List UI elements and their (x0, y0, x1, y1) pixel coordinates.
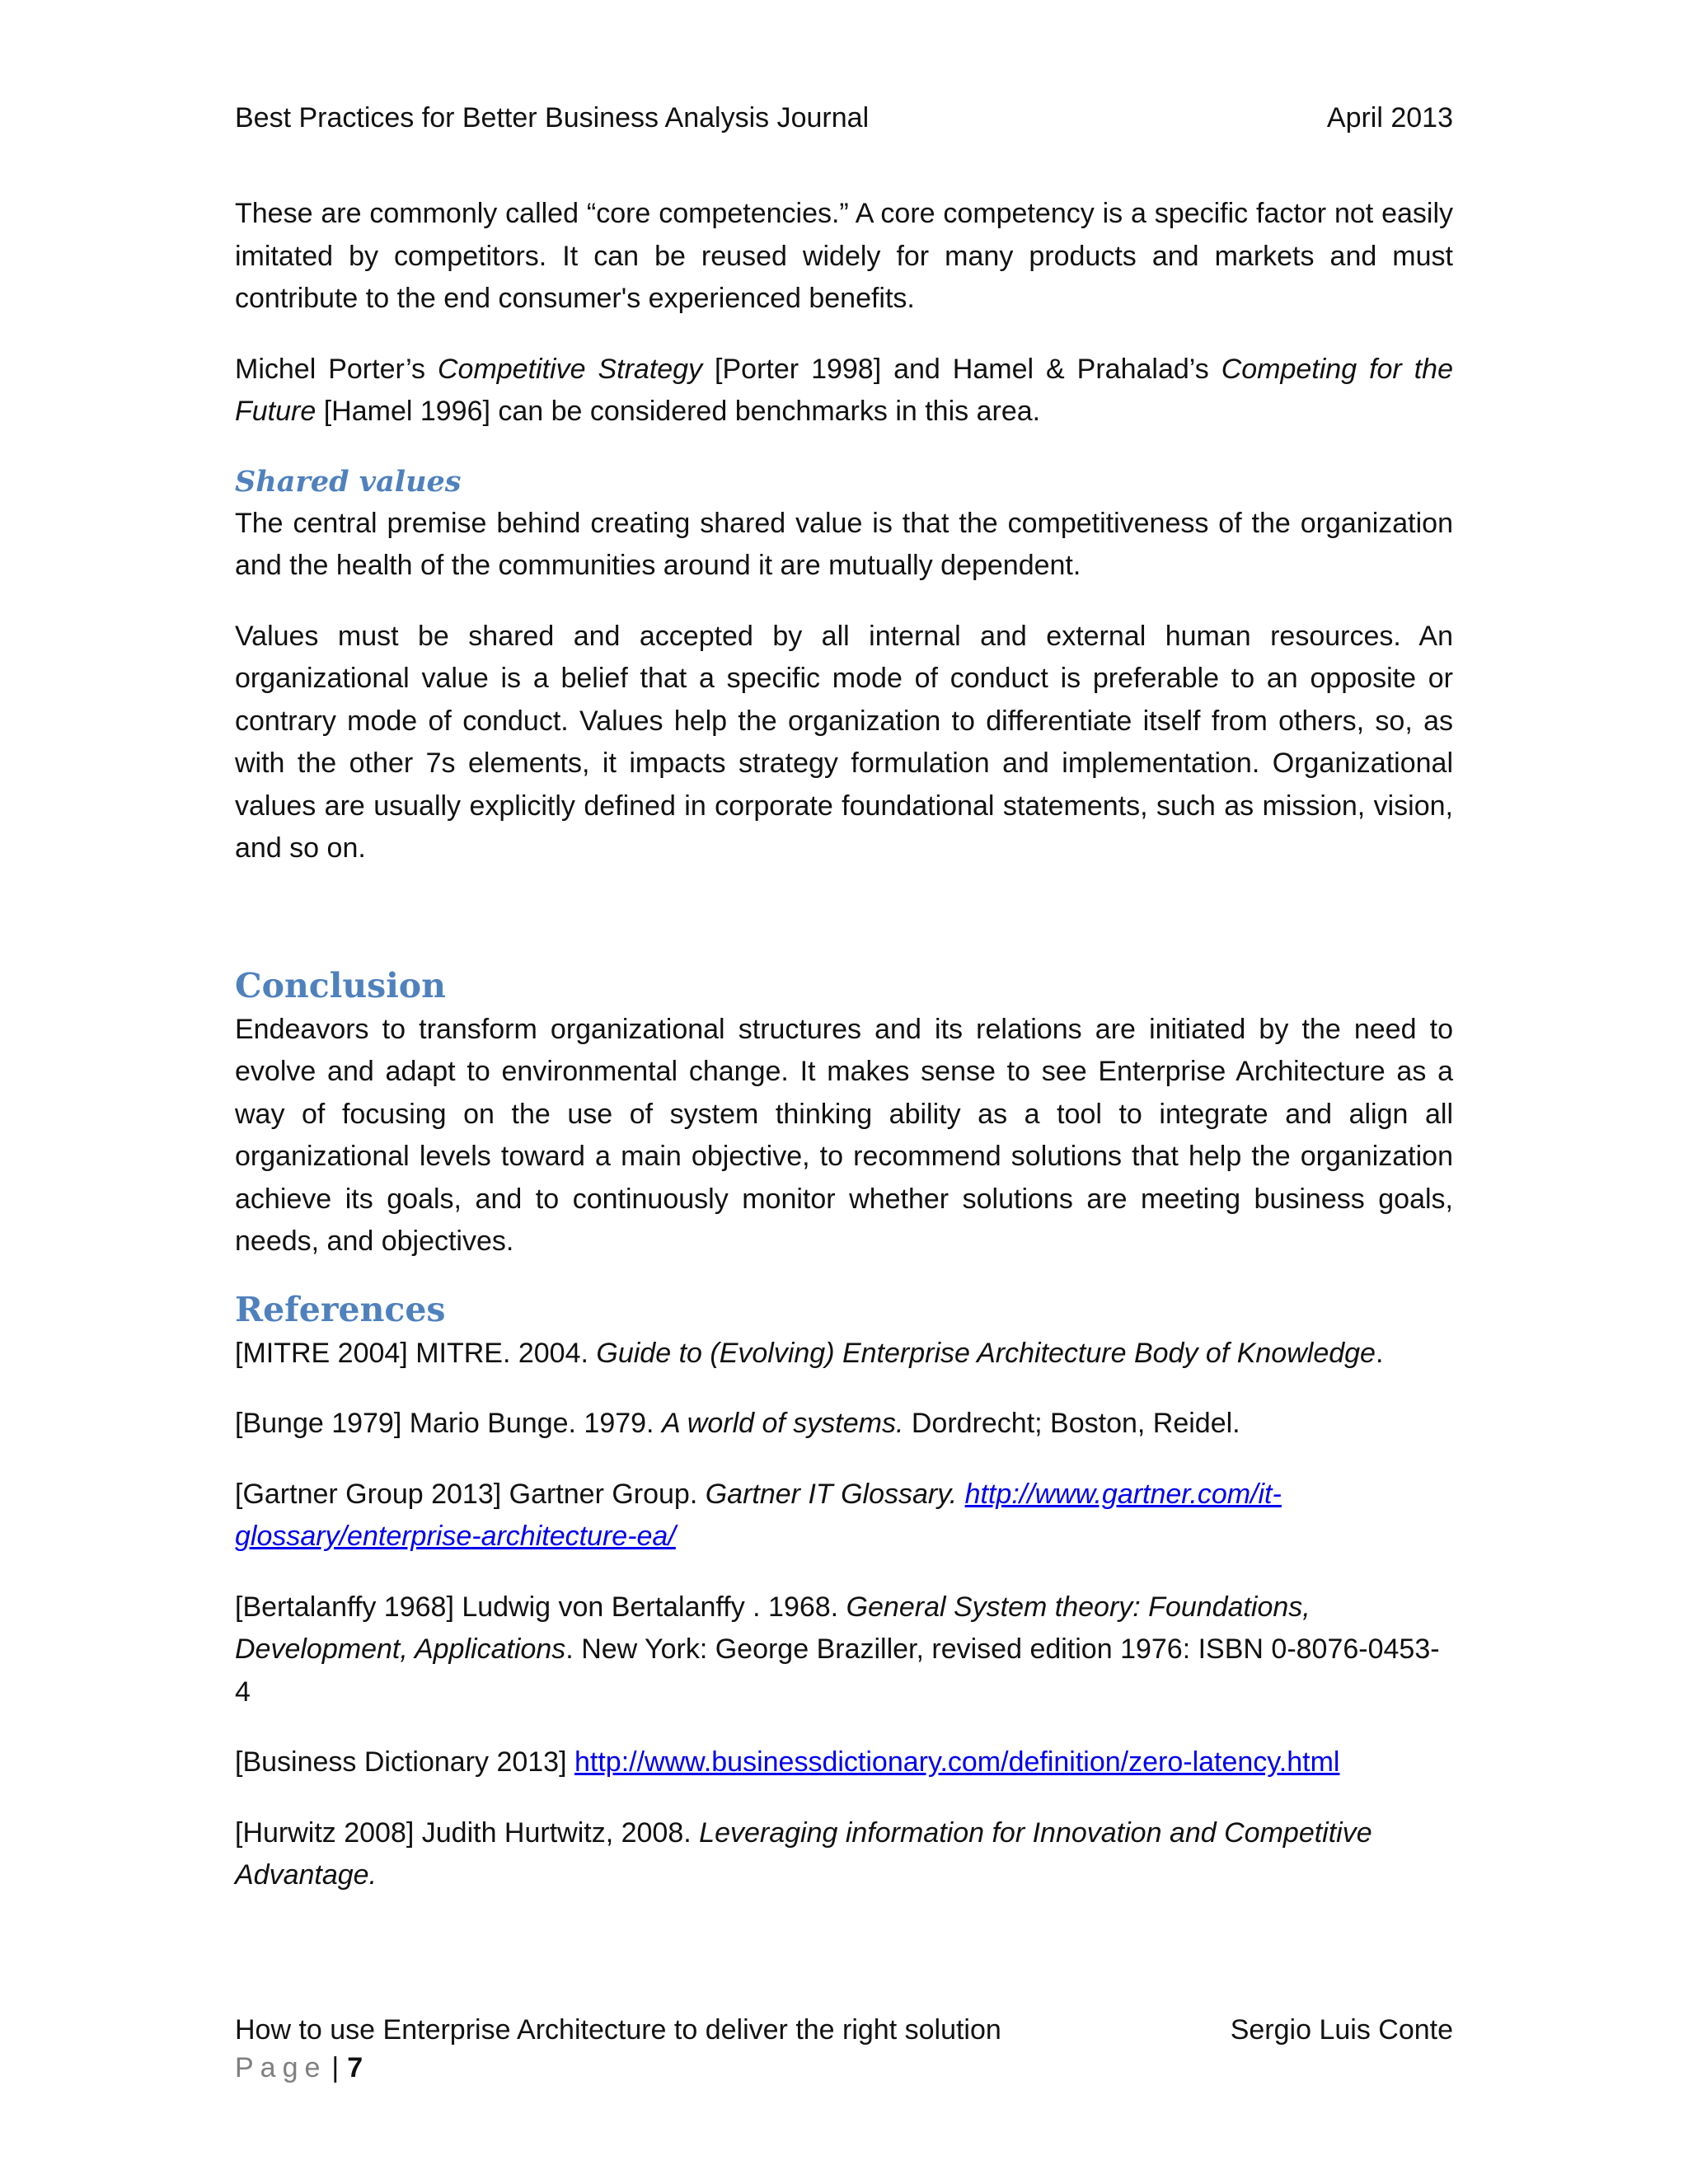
reference-bunge (235, 1403, 1453, 1446)
ref-mitre-source: [MITRE 2004] MITRE. 2004. (235, 1337, 597, 1369)
page-label: Page (235, 2052, 327, 2083)
page-footer (235, 2011, 1453, 2087)
header-date: April 2013 (1326, 102, 1453, 134)
page-separator: | (331, 2052, 340, 2083)
business-dictionary-link[interactable]: http://www.businessdictionary.com/definition/zero-latency.html (574, 1746, 1340, 1778)
porter-text-1: Michel Porter’s (235, 353, 438, 385)
ref-bunge-source: [Bunge 1979] Mario Bunge. 1979. (235, 1408, 662, 1439)
ref-mitre-end: . (1375, 1337, 1384, 1369)
ref-gartner-space (957, 1479, 964, 1510)
core-competencies-paragraph: These are commonly called “core competencies.” A core competency is a specific factor not easily imitated by competitors. It can be reused widely for many products and markets and must contribute to the end consumer's experienced benefits. (235, 198, 1453, 314)
reference-mitre (235, 1333, 1453, 1376)
ref-bertalanffy-publisher: . New York: George Braziller, revised edition 1976: ISBN 0-8076-0453-4 (235, 1633, 1440, 1708)
porter-text-3: [Hamel 1996] can be considered benchmarks in this area. (316, 396, 1041, 427)
shared-values-paragraph-2: Values must be shared and accepted by all internal and external human resources. An organizational value is a belief that a specific mode of conduct is preferable to an opposite or contrary mode of conduct. Values help the organization to differentiate itself from others, so, as with the other 7s elements, it impacts strategy formulation and implementation. Organizational values are usually explicitly defined in corporate foundational statements, such as mission, vision, and so on. (235, 620, 1453, 864)
ref-hurwitz-source: [Hurwitz 2008] Judith Hurtwitz, 2008. (235, 1816, 700, 1849)
conclusion-heading: Conclusion (235, 965, 446, 1005)
porter-hamel-paragraph (235, 349, 1453, 434)
references-heading: References (235, 1289, 446, 1329)
ref-bertalanffy-title: General System theory: Foundations, Development, Applications (235, 1591, 1311, 1665)
shared-values-heading: Shared values (235, 464, 462, 499)
ref-bunge-title: A world of systems. (661, 1408, 904, 1439)
porter-book-title: Competitive Strategy (437, 353, 703, 385)
ref-hurwitz-title: Leveraging information for Innovation and Competitive Advantage. (235, 1816, 1372, 1891)
ref-gartner-title: Gartner IT Glossary. (705, 1478, 958, 1510)
page-number-line (235, 2049, 1453, 2087)
gartner-glossary-link[interactable]: http://www.gartner.com/it-glossary/enterprise-architecture-ea/ (235, 1478, 1282, 1552)
shared-values-paragraph-1: The central premise behind creating shared value is that the competitiveness of the organization and the health of the communities around it are mutually dependent. (235, 507, 1453, 581)
page-number: 7 (347, 2052, 363, 2083)
ref-business-dictionary-source: [Business Dictionary 2013] (235, 1746, 574, 1778)
reference-bertalanffy (235, 1586, 1453, 1714)
ref-mitre-title: Guide to (Evolving) Enterprise Architecture Body of Knowledge (596, 1337, 1376, 1369)
page-content (235, 193, 1453, 1925)
reference-business-dictionary (235, 1741, 1453, 1784)
header-journal-title: Best Practices for Better Business Analysis Journal (235, 102, 870, 134)
reference-gartner (235, 1474, 1453, 1558)
ref-bunge-publisher: Dordrecht; Boston, Reidel. (903, 1408, 1240, 1439)
ref-bertalanffy-source: [Bertalanffy 1968] Ludwig von Bertalanffy . 1968. (235, 1591, 846, 1623)
porter-text-2: [Porter 1998] and Hamel & Prahalad’s (702, 353, 1221, 385)
footer-article-title: How to use Enterprise Architecture to deliver the right solution (235, 2014, 1001, 2046)
reference-hurwitz (235, 1812, 1453, 1897)
conclusion-paragraph: Endeavors to transform organizational structures and its relations are initiated by the need to evolve and adapt to environmental change. It makes sense to see Enterprise Architecture as a way of focusing on the use of system thinking ability as a tool to integrate and align all organizational levels toward a main objective, to recommend solutions that help the organization achieve its goals, and to continuously monitor whether solutions are meeting business goals, needs, and objectives. (235, 1013, 1453, 1257)
hamel-book-title: Competing for the Future (235, 353, 1453, 427)
page-header (235, 97, 1453, 138)
ref-gartner-source: [Gartner Group 2013] Gartner Group. (235, 1478, 706, 1510)
footer-author: Sergio Luis Conte (1230, 2014, 1453, 2046)
